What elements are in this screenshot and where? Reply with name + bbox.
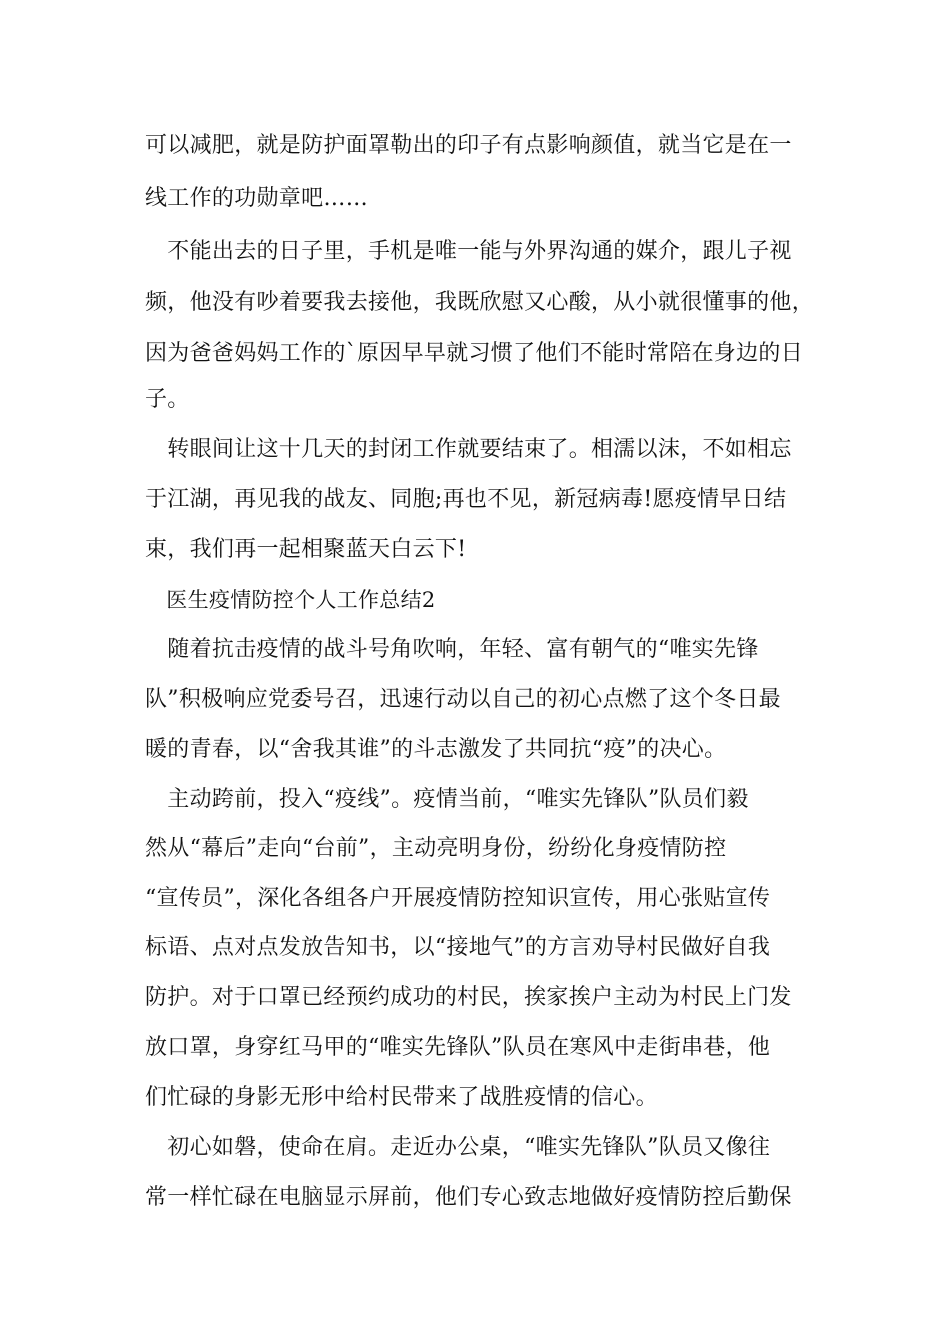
text-line: 放口罩，身穿红马甲的“唯实先锋队”队员在寒风中走街串巷，他 bbox=[145, 1035, 771, 1060]
text-line: 可以减肥，就是防护面罩勒出的印子有点影响颜值，就当它是在一 bbox=[145, 133, 792, 158]
text-line: 主动跨前，投入“疫线”。疫情当前，“唯实先锋队”队员们毅 bbox=[145, 787, 749, 812]
text-line: 线工作的功勋章吧…… bbox=[145, 186, 369, 211]
text-line: 暖的青春，以“舍我其谁”的斗志激发了共同抗“疫”的决心。 bbox=[145, 737, 727, 762]
text-line: 然从“幕后”走向“台前”，主动亮明身份，纷纷化身疫情防控 bbox=[145, 836, 727, 861]
text-line: 束，我们再一起相聚蓝天白云下! bbox=[145, 537, 467, 562]
text-line: 标语、点对点发放告知书，以“接地气”的方言劝导村民做好自我 bbox=[145, 935, 771, 960]
text-line: “宣传员”，深化各组各户开展疫情防控知识宣传，用心张贴宣传 bbox=[145, 886, 771, 911]
text-line: 频，他没有吵着要我去接他，我既欣慰又心酸，从小就很懂事的他， bbox=[145, 290, 815, 315]
text-line: 们忙碌的身影无形中给村民带来了战胜疫情的信心。 bbox=[145, 1085, 658, 1110]
text-line: 队”积极响应党委号召，迅速行动以自己的初心点燃了这个冬日最 bbox=[145, 687, 781, 712]
text-line: 初心如磐，使命在肩。走近办公桌，“唯实先锋队”队员又像往 bbox=[145, 1135, 771, 1160]
text-line: 防护。对于口罩已经预约成功的村民，挨家挨户主动为村民上门发 bbox=[145, 985, 792, 1010]
text-line: 转眼间让这十几天的封闭工作就要结束了。相濡以沫，不如相忘 bbox=[145, 437, 792, 462]
text-line: 常一样忙碌在电脑显示屏前，他们专心致志地做好疫情防控后勤保 bbox=[145, 1185, 792, 1210]
text-line: 因为爸爸妈妈工作的`原因早早就习惯了他们不能时常陪在身边的日 bbox=[145, 341, 804, 366]
text-line: 随着抗击疫情的战斗号角吹响，年轻、富有朝气的“唯实先锋 bbox=[145, 637, 759, 662]
section-heading: 医生疫情防控个人工作总结2 bbox=[145, 588, 436, 612]
text-line: 子。 bbox=[145, 387, 190, 412]
text-line: 于江湖，再见我的战友、同胞;再也不见，新冠病毒!愿疫情早日结 bbox=[145, 487, 787, 512]
text-line: 不能出去的日子里，手机是唯一能与外界沟通的媒介，跟儿子视 bbox=[145, 239, 792, 264]
